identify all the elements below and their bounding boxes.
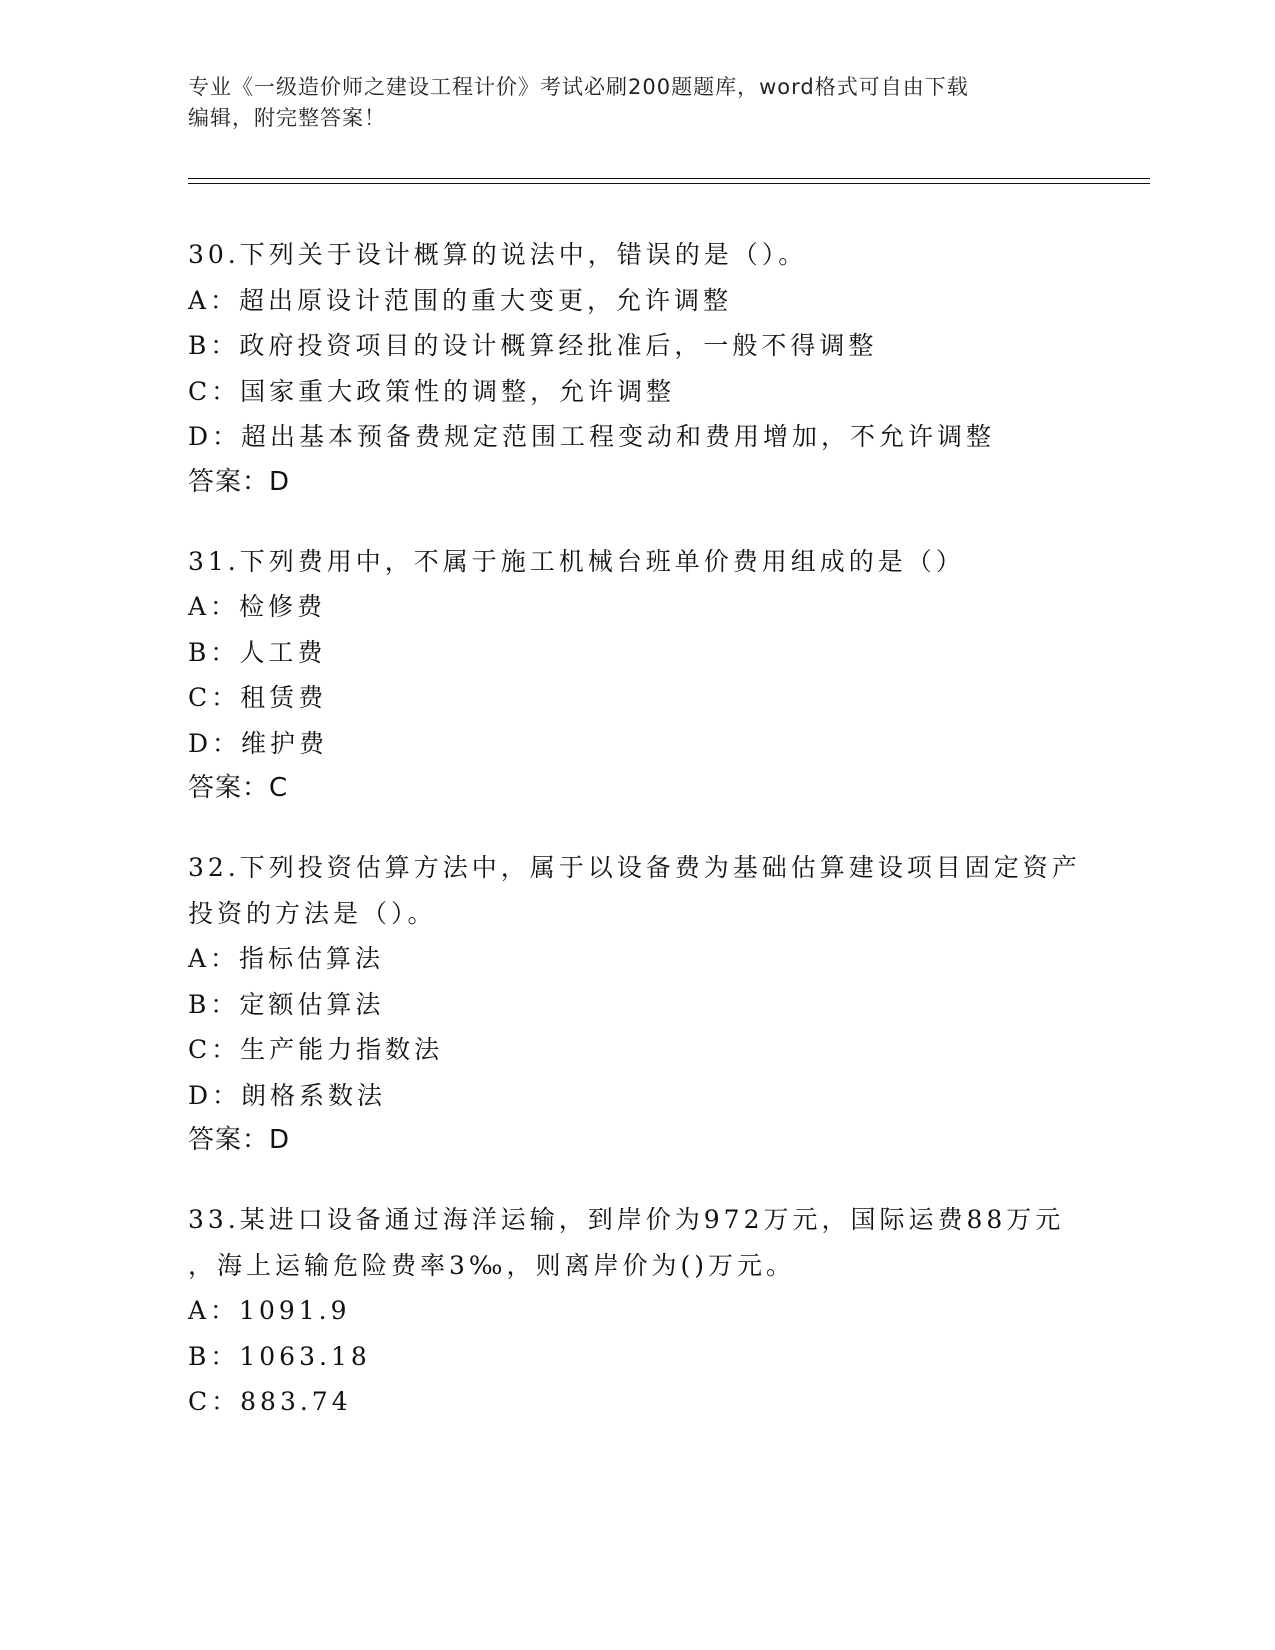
- question-text: 30.下列关于设计概算的说法中，错误的是（）。: [188, 240, 808, 269]
- option-d: D：维护费: [188, 728, 329, 758]
- answer: 答案：D: [188, 466, 291, 497]
- question-text: 31.下列费用中，不属于施工机械台班单价费用组成的是（）: [188, 546, 965, 576]
- question-text-line-1: 33.某进口设备通过海洋运输，到岸价为972万元，国际运费88万元: [188, 1205, 1065, 1234]
- question-text-line-1: 32.下列投资估算方法中，属于以设备费为基础估算建设项目固定资产: [188, 853, 1081, 882]
- question-text-line-2: 投资的方法是（）。: [188, 898, 437, 928]
- option-a: A：超出原设计范围的重大变更，允许调整: [188, 285, 733, 315]
- question-33: [188, 1197, 1088, 1425]
- question-list: [188, 232, 1088, 1459]
- header-line-1: 专业《一级造价师之建设工程计价》考试必刷200题题库，word格式可自由下载: [188, 75, 969, 99]
- header-rule-top: [188, 178, 1150, 179]
- option-a: A：指标估算法: [188, 944, 385, 973]
- question-32: [188, 845, 1088, 1163]
- option-a: A：1091.9: [188, 1296, 351, 1325]
- question-30: [188, 232, 1088, 505]
- option-d: D：朗格系数法: [188, 1080, 387, 1110]
- option-b: B：定额估算法: [188, 989, 385, 1019]
- option-b: B：人工费: [188, 637, 327, 667]
- answer: 答案：D: [188, 1125, 291, 1155]
- option-c: C：生产能力指数法: [188, 1035, 444, 1064]
- option-b: B：1063.18: [188, 1341, 371, 1371]
- header-line-2: 编辑，附完整答案！: [188, 106, 386, 130]
- option-d: D：超出基本预备费规定范围工程变动和费用增加，不允许调整: [188, 422, 996, 451]
- question-text-line-2: ，海上运输危险费率3‰，则离岸价为()万元。: [188, 1250, 795, 1280]
- option-b: B：政府投资项目的设计概算经批准后，一般不得调整: [188, 331, 878, 360]
- option-c: C：国家重大政策性的调整，允许调整: [188, 376, 676, 406]
- option-a: A：检修费: [188, 592, 327, 621]
- header-rule-bottom: [188, 183, 1150, 184]
- option-c: C：883.74: [188, 1387, 352, 1416]
- answer: 答案：C: [188, 773, 289, 803]
- document-header: [188, 72, 1068, 134]
- question-31: [188, 539, 1088, 812]
- option-c: C：租赁费: [188, 683, 328, 712]
